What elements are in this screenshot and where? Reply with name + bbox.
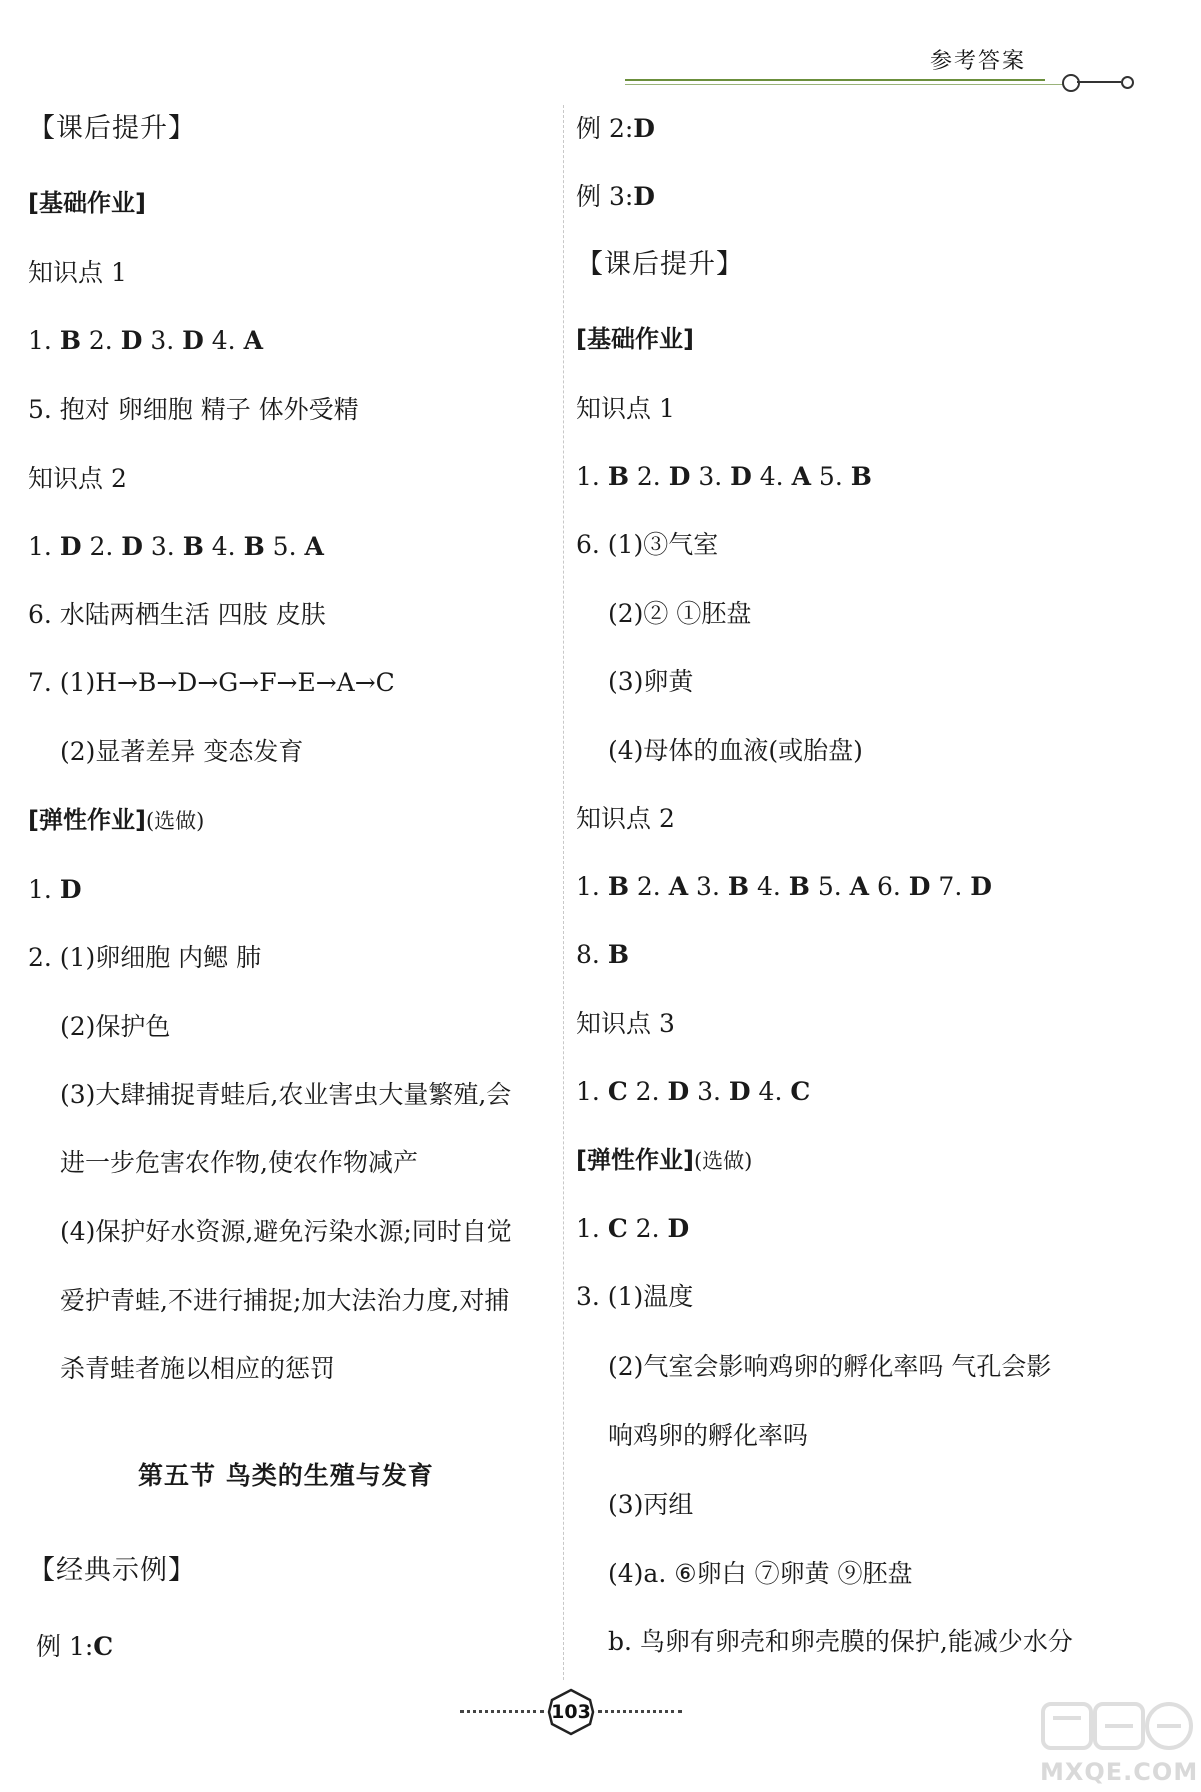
answer-line: (4)保护好水资源,避免污染水源;同时自觉 — [60, 1217, 512, 1246]
ornament-line — [1077, 81, 1121, 83]
footer-dots-left — [460, 1710, 544, 1713]
subsection-elastic-homework: [弹性作业](选做) — [28, 806, 205, 834]
answer-line: 3. (1)温度 — [576, 1282, 694, 1311]
answer-line: 杀青蛙者施以相应的惩罚 — [60, 1354, 336, 1383]
ornament-circle-large — [1062, 74, 1080, 92]
column-divider — [563, 105, 564, 1680]
answer-line: (2)气室会影响鸡卵的孵化率吗 气孔会影 — [608, 1352, 1052, 1381]
example-answer: 例 2:D — [576, 114, 655, 143]
example-answer: 例 1:C — [36, 1632, 114, 1661]
answer-line: 5. 抱对 卵细胞 精子 体外受精 — [28, 395, 359, 424]
answer-line: 进一步危害农作物,使农作物减产 — [60, 1148, 418, 1177]
section-title-after-class: 【课后提升】 — [28, 113, 196, 144]
subsection-elastic-homework: [弹性作业](选做) — [576, 1146, 753, 1174]
answer-line: 1. D — [28, 875, 82, 904]
footer-dots-right — [598, 1710, 682, 1713]
knowledge-point-label: 知识点 1 — [28, 258, 127, 287]
answer-line: 1. C 2. D — [576, 1214, 690, 1243]
example-answer: 例 3:D — [576, 182, 655, 211]
page-number: 103 — [551, 1701, 591, 1723]
answer-line: 爱护青蛙,不进行捕捉;加大法治力度,对捕 — [60, 1286, 510, 1315]
answer-line: (2)保护色 — [60, 1012, 171, 1041]
ornament-circle-small — [1121, 76, 1134, 89]
subsection-basic-homework: [基础作业] — [28, 189, 146, 217]
knowledge-point-label: 知识点 2 — [28, 464, 127, 493]
section-title-after-class: 【课后提升】 — [576, 249, 744, 280]
answer-line: (2)② ①胚盘 — [608, 599, 752, 628]
answer-line: 1. B 2. A 3. B 4. B 5. A 6. D 7. D — [576, 872, 992, 901]
answer-line: (2)显著差异 变态发育 — [60, 737, 304, 766]
answer-line: 响鸡卵的孵化率吗 — [608, 1421, 809, 1450]
answer-line: (4)母体的血液(或胎盘) — [608, 736, 863, 765]
answer-line: 1. B 2. D 3. D 4. A 5. B — [576, 462, 872, 491]
answer-line: 1. B 2. D 3. D 4. A — [28, 326, 263, 355]
answer-line: (3)丙组 — [608, 1490, 694, 1519]
chapter-title: 第五节 鸟类的生殖与发育 — [138, 1461, 434, 1490]
answer-line: (3)卵黄 — [608, 667, 694, 696]
answer-line: 1. D 2. D 3. B 4. B 5. A — [28, 532, 324, 561]
header-title: 参考答案 — [930, 49, 1027, 74]
header-rule-thin — [625, 84, 1065, 85]
knowledge-point-label: 知识点 2 — [576, 804, 675, 833]
header-rule — [625, 79, 1045, 81]
answer-line: 8. B — [576, 940, 629, 969]
answer-line: 6. (1)③气室 — [576, 530, 719, 559]
answer-line: 7. (1)H→B→D→G→F→E→A→C — [28, 668, 395, 697]
subsection-basic-homework: [基础作业] — [576, 325, 694, 353]
knowledge-point-label: 知识点 3 — [576, 1009, 675, 1038]
answer-line: (4)a. ⑥卵白 ⑦卵黄 ⑨胚盘 — [608, 1559, 913, 1588]
answer-line: 6. 水陆两栖生活 四肢 皮肤 — [28, 600, 326, 629]
answer-line: (3)大肆捕捉青蛙后,农业害虫大量繁殖,会 — [60, 1080, 512, 1109]
answer-line: b. 鸟卵有卵壳和卵壳膜的保护,能减少水分 — [608, 1627, 1073, 1656]
answer-line: 1. C 2. D 3. D 4. C — [576, 1077, 811, 1106]
answer-line: 2. (1)卵细胞 内鳃 肺 — [28, 943, 262, 972]
knowledge-point-label: 知识点 1 — [576, 394, 675, 423]
section-title-classic-examples: 【经典示例】 — [28, 1555, 196, 1586]
watermark-url: MXQE.COM — [1040, 1758, 1199, 1786]
